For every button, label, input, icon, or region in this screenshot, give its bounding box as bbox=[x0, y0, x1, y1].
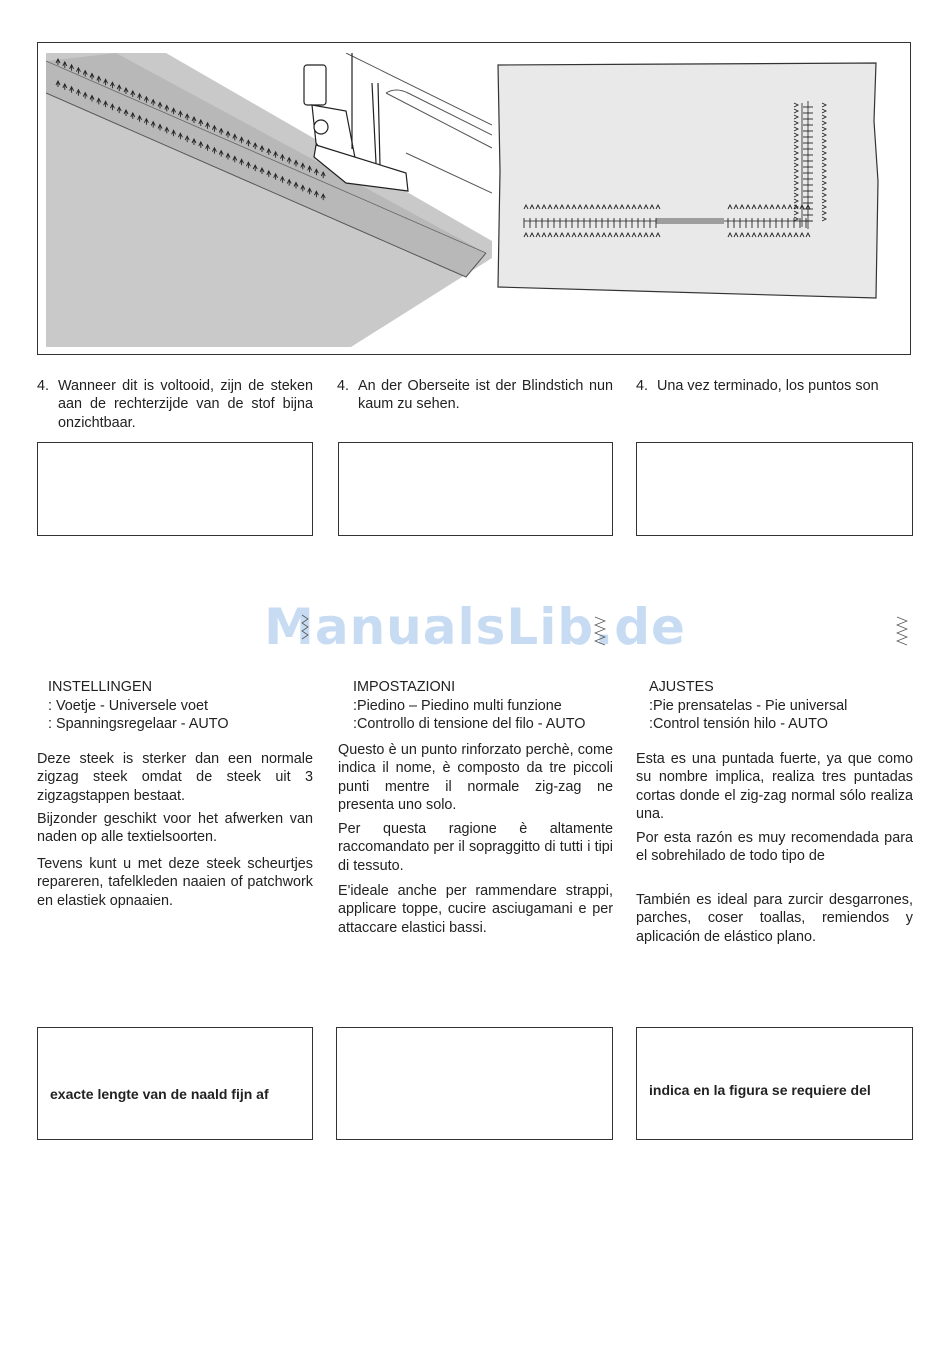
settings-nl bbox=[48, 678, 318, 734]
step-text: An der Oberseite ist der Blindstich nun kaum zu sehen. bbox=[358, 378, 613, 413]
paragraph-it-1: Questo è un punto rinforzato perchè, come indica il nome, è composto da tre piccoli punti mentre il normale zig-zag ne presenta uno solo. bbox=[338, 742, 613, 814]
figure-frame bbox=[37, 42, 911, 355]
note-box-es-2 bbox=[636, 1027, 913, 1140]
reinforced-stitch-fabric-illustration bbox=[496, 61, 888, 301]
paragraph-nl-1: Deze steek is sterker dan een normale zigzag steek omdat de steek uit 3 zigzagstappen bestaat. bbox=[37, 751, 313, 804]
settings-title: INSTELLINGEN bbox=[48, 679, 152, 695]
settings-presser-foot: :Piedino – Piedino multi funzione bbox=[353, 697, 562, 714]
step-4-nl bbox=[37, 377, 313, 432]
step-text: Una vez terminado, los puntos son bbox=[657, 378, 879, 394]
paragraph-es-2: Por esta razón es muy recomendada para el sobrehilado de todo tipo de bbox=[636, 830, 913, 865]
note-box-es bbox=[636, 442, 913, 536]
box-note: exacte lengte van de naald fijn af bbox=[50, 1086, 269, 1102]
settings-presser-foot: :Pie prensatelas - Pie universal bbox=[649, 697, 848, 714]
step-4-de bbox=[337, 377, 613, 414]
settings-tension: :Controllo di tensione del filo - AUTO bbox=[353, 716, 586, 733]
settings-it bbox=[353, 678, 623, 734]
paragraph-nl-2: Bijzonder geschikt voor het afwerken van naden op alle textielsoorten. bbox=[37, 811, 313, 846]
settings-title: AJUSTES bbox=[649, 679, 714, 695]
box-note: indica en la figura se requiere del bbox=[649, 1082, 871, 1098]
step-4-es bbox=[636, 377, 913, 395]
paragraph-nl-3: Tevens kunt u met deze steek scheurtjes repareren, tafelkleden naaien of patchwork en elastiek opnaaien. bbox=[37, 856, 313, 909]
note-box-it-2 bbox=[336, 1027, 613, 1140]
paragraph-it-2: Per questa ragione è altamente raccomandato per il sopraggitto di tutti i tipi di tessuto. bbox=[338, 821, 613, 874]
step-number: 4. bbox=[337, 378, 350, 394]
settings-es bbox=[649, 678, 919, 734]
step-text: Wanneer dit is voltooid, zijn de steken aan de rechterzijde van de stof bijna onzichtbaar. bbox=[58, 378, 313, 431]
triple-zigzag-stitch-icon bbox=[594, 616, 606, 648]
paragraph-es-3: También es ideal para zurcir desgarrones, parches, coser toallas, remiendos y aplicación de elástico plano. bbox=[636, 892, 913, 945]
step-number: 4. bbox=[636, 378, 649, 394]
step-number: 4. bbox=[37, 378, 50, 394]
note-box-nl bbox=[37, 442, 313, 536]
settings-presser-foot: : Voetje - Universele voet bbox=[48, 697, 208, 714]
paragraph-it-3: E'ideale anche per rammendare strappi, applicare toppe, cucire asciugamani e per attaccare elastici bassi. bbox=[338, 883, 613, 936]
settings-title: IMPOSTAZIONI bbox=[353, 679, 456, 695]
note-box-de bbox=[338, 442, 613, 536]
note-box-nl-2 bbox=[37, 1027, 313, 1140]
watermark: ManualsLib.de bbox=[264, 598, 686, 656]
settings-tension: : Spanningsregelaar - AUTO bbox=[48, 716, 229, 733]
paragraph-es-1: Esta es una puntada fuerte, ya que como su nombre implica, realiza tres puntadas cortas donde el zig-zag normal sólo realiza una. bbox=[636, 751, 913, 823]
triple-zigzag-stitch-icon bbox=[300, 614, 310, 642]
settings-tension: :Control tensión hilo - AUTO bbox=[649, 716, 828, 733]
triple-zigzag-stitch-icon bbox=[896, 616, 908, 648]
sewing-machine-blind-hem-illustration bbox=[46, 53, 492, 347]
